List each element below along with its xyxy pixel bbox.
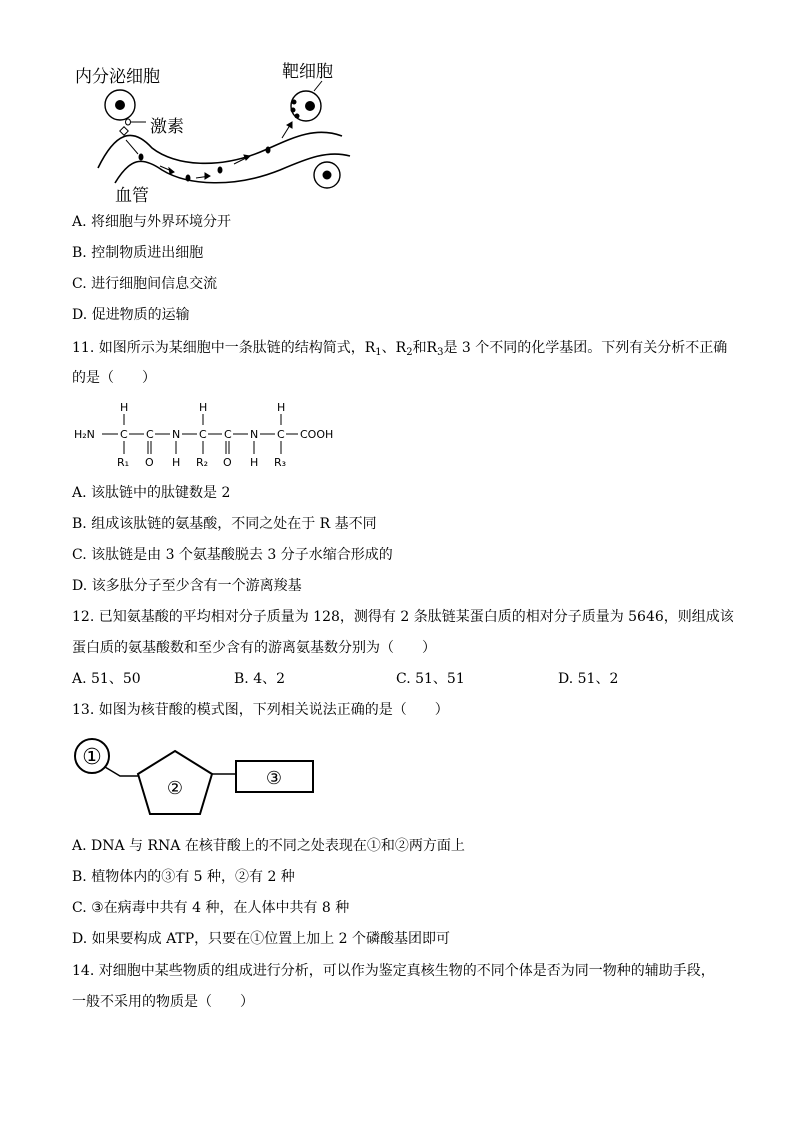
hormone-label: 激素	[150, 117, 184, 137]
q14-stem-line2: 一般不采用的物质是（ ）	[72, 994, 254, 1010]
vessel-label: 血管	[115, 186, 149, 206]
formula-r2: R₂	[196, 456, 209, 469]
formula-c2: C	[146, 428, 154, 441]
q11-stem-line1: 11. 如图所示为某细胞中一条肽链的结构简式，$R_1$、$R_2$和$R_3$是 3 个不同的化学基团。下列有关分析不正确	[72, 340, 728, 358]
formula-o2: O	[223, 456, 232, 469]
q10-option-b: B. 控制物质进出细胞	[72, 245, 204, 261]
q12-option-d: D. 51、2	[558, 671, 619, 687]
q13-stem: 13. 如图为核苷酸的模式图，下列相关说法正确的是（ ）	[72, 702, 449, 718]
q10-option-a: A. 将细胞与外界环境分开	[72, 214, 232, 230]
q12-stem-line2: 蛋白质的氨基酸数和至少含有的游离氨基数分别为（ ）	[72, 640, 436, 656]
formula-r1: R₁	[117, 456, 130, 469]
endocrine-cell-nucleus	[115, 100, 125, 110]
formula-c5: C	[277, 428, 285, 441]
formula-hn1: H	[172, 456, 181, 469]
formula-cooh: COOH	[300, 428, 334, 441]
formula-hn2: H	[250, 456, 259, 469]
peptide-structure-formula	[72, 396, 362, 472]
phosphate-sugar-bond	[105, 767, 140, 776]
q13-option-d: D. 如果要构成 ATP，只要在①位置上加上 2 个磷酸基团即可	[72, 931, 450, 947]
formula-h3: H	[277, 401, 286, 414]
q11-stem-line2: 的是（ ）	[72, 370, 156, 386]
endocrine-cell-label: 内分泌细胞	[75, 67, 160, 87]
hormone-marker	[126, 119, 131, 125]
q10-option-c: C. 进行细胞间信息交流	[72, 276, 218, 292]
q13-option-b: B. 植物体内的③有 5 种，②有 2 种	[72, 869, 295, 885]
q10-option-d: D. 促进物质的运输	[72, 307, 190, 323]
non-target-cell-nucleus	[323, 171, 332, 180]
q13-option-c: C. ③在病毒中共有 4 种，在人体中共有 8 种	[72, 900, 350, 916]
formula-o1: O	[145, 456, 154, 469]
q12-option-c: C. 51、51	[396, 671, 465, 687]
hormone-transport-figure	[70, 58, 370, 208]
label-1: ①	[82, 745, 102, 770]
q13-option-a: A. DNA 与 RNA 在核苷酸上的不同之处表现在①和②两方面上	[72, 838, 465, 854]
q12-stem-line1: 12. 已知氨基酸的平均相对分子质量为 128，测得有 2 条肽链某蛋白质的相对分子质量为 5646，则组成该	[72, 609, 734, 625]
q11-option-a: A. 该肽链中的肽键数是 2	[72, 485, 231, 501]
q12-option-a: A. 51、50	[72, 671, 141, 687]
q12-option-b: B. 4、2	[234, 671, 286, 687]
hormone-granule	[120, 127, 128, 135]
nucleotide-model-figure	[72, 734, 322, 824]
q11-option-c: C. 该肽链是由 3 个氨基酸脱去 3 分子水缩合形成的	[72, 547, 393, 563]
q11-option-d: D. 该多肽分子至少含有一个游离羧基	[72, 578, 302, 594]
formula-h2: H	[199, 401, 208, 414]
formula-n1: N	[172, 428, 181, 441]
target-cell-label: 靶细胞	[282, 62, 333, 82]
formula-c3: C	[199, 428, 207, 441]
q11-option-b: B. 组成该肽链的氨基酸，不同之处在于 R 基不同	[72, 516, 377, 532]
formula-c4: C	[224, 428, 232, 441]
formula-n2: N	[250, 428, 259, 441]
formula-r3: R₃	[274, 456, 287, 469]
formula-c1: C	[120, 428, 128, 441]
q14-stem-line1: 14. 对细胞中某些物质的组成进行分析，可以作为鉴定真核生物的不同个体是否为同一物种的辅助手段，	[72, 963, 715, 979]
target-cell-nucleus	[305, 101, 315, 111]
target-cell-pointer	[314, 81, 322, 91]
label-2: ②	[166, 778, 184, 799]
formula-h1: H	[120, 401, 129, 414]
formula-h2n: H₂N	[74, 428, 95, 441]
label-3: ③	[265, 768, 283, 789]
